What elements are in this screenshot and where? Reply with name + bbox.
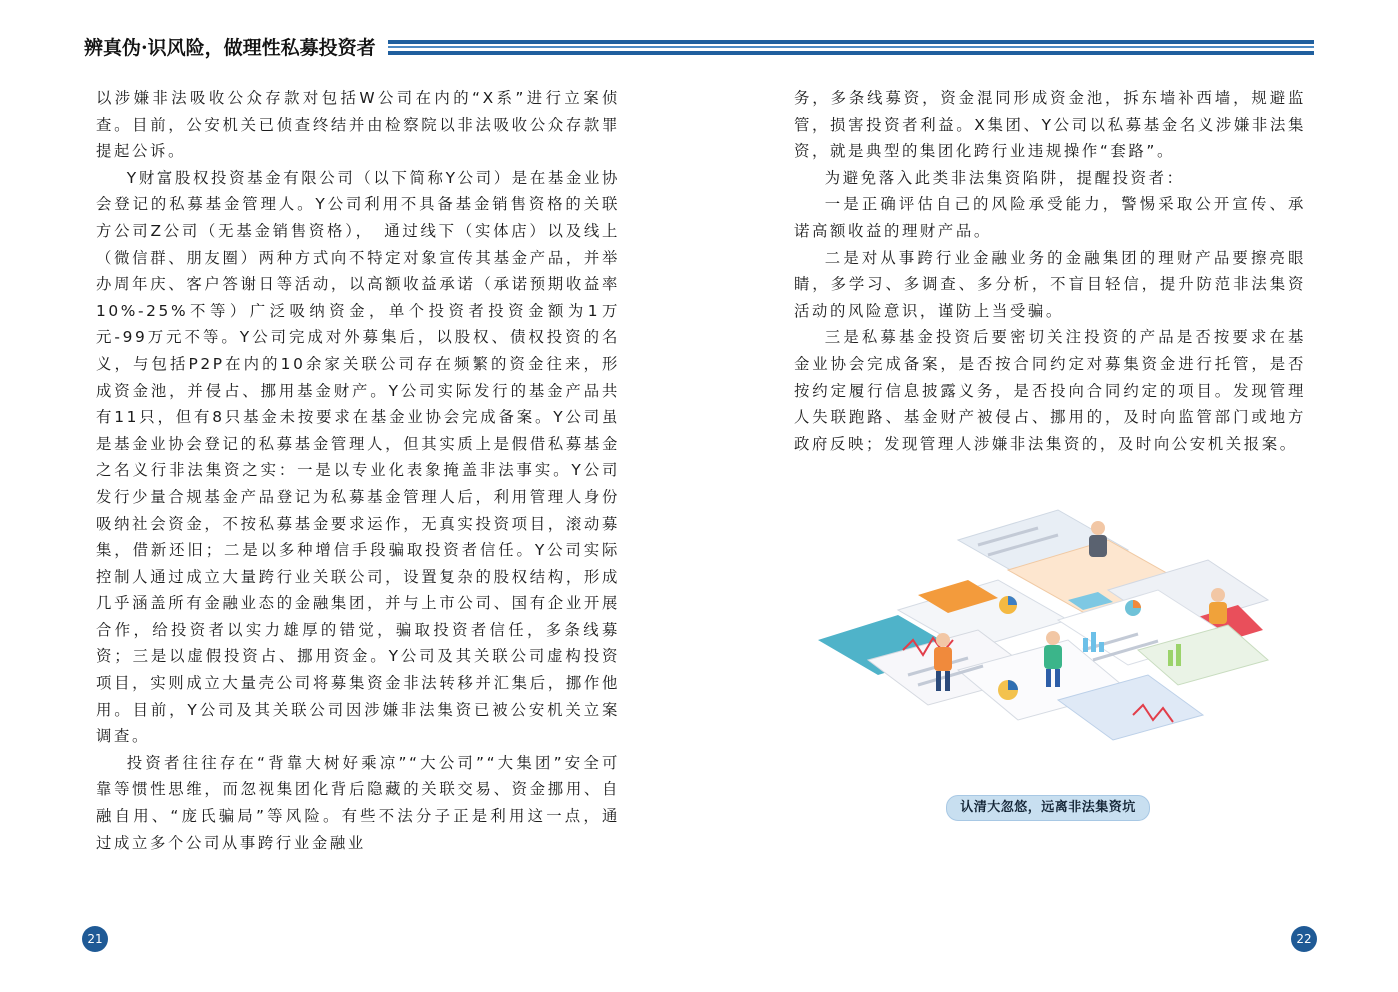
page-number-badge-left: 21 [82, 926, 108, 952]
right-page-text [794, 85, 1306, 457]
header-title: 辨真伪·识风险，做理性私募投资者 [84, 37, 376, 59]
person-figure [1089, 521, 1107, 557]
header-decorative-bars [388, 40, 1314, 56]
page-number-badge-right: 22 [1291, 926, 1317, 952]
illustration-caption: 认清大忽悠，远离非法集资坑 [946, 795, 1150, 821]
paragraph: 务，多条线募资，资金混同形成资金池，拆东墙补西墙，规避监管，损害投资者利益。X集团、Y公司以私募基金名义涉嫌非法集资，就是典型的集团化跨行业违规操作“套路”。 [794, 89, 1306, 161]
isometric-finance-illustration [808, 500, 1288, 790]
paragraph: 三是私募基金投资后要密切关注投资的产品是否按要求在基金业协会完成备案，是否按合同约定对募集资金进行托管，是否按约定履行信息披露义务，是否投向合同约定的项目。发现管理人失联跑路、基金财产被侵占、挪用的，及时向监管部门或地方政府反映；发现管理人涉嫌非法集资的，及时向公安机关报案。 [794, 328, 1306, 453]
paragraph: 一是正确评估自己的风险承受能力，警惕采取公开宣传、承诺高额收益的理财产品。 [794, 195, 1306, 240]
paragraph: 以涉嫌非法吸收公众存款对包括W公司在内的“X系”进行立案侦查。目前，公安机关已侦查终结并由检察院以非法吸收公众存款罪提起公诉。 [96, 89, 620, 161]
illustration-graphic [808, 500, 1288, 790]
paragraph: 为避免落入此类非法集资陷阱，提醒投资者： [824, 168, 1185, 187]
page-header [84, 36, 1314, 62]
paragraph: Y财富股权投资基金有限公司（以下简称Y公司）是在基金业协会登记的私募基金管理人。Y公司利用不具备基金销售资格的关联方公司Z公司（无基金销售资格）， 通过线下（实体店）以及线上（微信群、朋友圈）两种方式向不特定对象宣传其基金产品，并举办周年庆、客户答谢日等活动，以高额收益承诺（承诺预期收益率10%-25%不等）广泛吸纳资金，单个投资者投资金额为1万元-99万元不等。Y公司完成对外募集后，以股权、债权投资的名义，与包括P2P在内的10余家关联公司存在频繁的资金往来，形成资金池，并侵占、挪用基金财产。Y公司实际发行的基金产品共有11只，但有8只基金未按要求在基金业协会完成备案。Y公司虽是基金业协会登记的私募基金管理人，但其实质上是假借私募基金之名义行非法集资之实：一是以专业化表象掩盖非法事实。Y公司发行少量合规基金产品登记为私募基金管理人后，利用管理人身份吸纳社会资金，不按私募基金要求运作，无真实投资项目，滚动募集，借新还旧；二是以多种增信手段骗取投资者信任。Y公司实际控制人通过成立大量跨行业关联公司，设置复杂的股权结构，形成几乎涵盖所有金融业态的金融集团，并与上市公司、国有企业开展合作，给投资者以实力雄厚的错觉，骗取投资者信任，多条线募资；三是以虚假投资占、挪用资金。Y公司及其关联公司虚构投资项目，实则成立大量壳公司将募集资金非法转移并汇集后，挪作他用。目前，Y公司及其关联公司因涉嫌非法集资已被公安机关立案调查。 [96, 168, 620, 746]
left-page-text [96, 85, 620, 856]
paragraph: 投资者往往存在“背靠大树好乘凉”“大公司”“大集团”安全可靠等惯性思维，而忽视集团化背后隐藏的关联交易、资金挪用、自融自用、“庞氏骗局”等风险。有些不法分子正是利用这一点，通过成立多个公司从事跨行业金融业 [96, 753, 620, 852]
paragraph: 二是对从事跨行业金融业务的金融集团的理财产品要擦亮眼睛，多学习、多调查、多分析，不盲目轻信，提升防范非法集资活动的风险意识，谨防上当受骗。 [794, 248, 1306, 320]
